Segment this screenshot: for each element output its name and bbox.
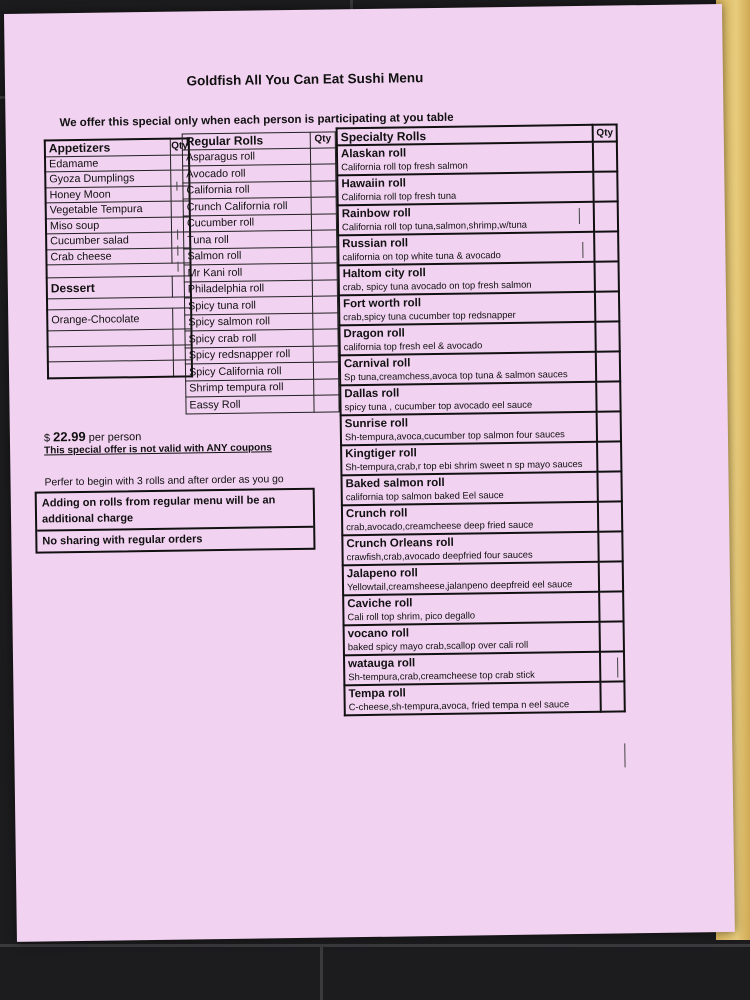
qty-cell[interactable] <box>595 291 619 321</box>
table-row <box>338 231 618 265</box>
qty-cell[interactable] <box>313 345 338 362</box>
specialty-roll-item <box>340 382 596 416</box>
specialty-roll-item <box>339 292 595 326</box>
qty-cell[interactable] <box>599 591 623 621</box>
specialty-roll-desc: Sh-tempura,crab,creamcheese top crab stick <box>348 668 535 683</box>
regular-roll-item: Eassy Roll <box>186 395 314 413</box>
qty-cell[interactable] <box>600 681 624 711</box>
table-row <box>47 276 191 299</box>
specialty-roll-desc: Sh-tempura,avoca,cucumber top salmon four sauces <box>344 428 565 443</box>
dessert-header: Dessert <box>47 276 173 299</box>
regular-roll-item: Spicy redsnapper roll <box>185 346 313 364</box>
table-row <box>339 261 619 295</box>
specialty-roll-name: Crunch Orleans roll <box>346 536 454 551</box>
appetizers-header: Appetizers <box>45 139 171 157</box>
specialty-roll-name: Russian roll <box>342 237 409 251</box>
regular-roll-item: Shrimp tempura roll <box>186 379 314 397</box>
specialty-roll-desc: california on top white tuna & avocado <box>342 249 501 263</box>
specialty-roll-item <box>340 352 596 386</box>
tile-grout <box>0 944 750 947</box>
qty-cell[interactable] <box>597 471 621 501</box>
appetizer-item: Cucumber salad <box>46 232 172 249</box>
specialty-roll-name: Tempa roll <box>348 687 406 701</box>
qty-cell[interactable] <box>597 441 621 471</box>
appetizers-table <box>44 137 193 379</box>
table-row <box>339 291 619 325</box>
dessert-item: Orange-Chocolate <box>47 308 173 331</box>
qty-cell[interactable] <box>598 531 622 561</box>
specialty-roll-desc: Sh-tempura,crab,r top ebi shrim sweet n sp mayo sauces <box>345 457 583 473</box>
specialty-roll-item <box>343 562 599 596</box>
qty-cell[interactable] <box>311 197 336 214</box>
specialty-roll-item <box>344 682 600 716</box>
specialty-roll-name: Alaskan roll <box>340 147 407 161</box>
regular-roll-item: Avocado roll <box>183 164 311 182</box>
qty-cell[interactable] <box>313 329 338 346</box>
qty-tick-mark <box>624 743 625 767</box>
specialty-roll-item <box>339 262 595 296</box>
regular-roll-item: Tuna roll <box>184 230 312 248</box>
qty-cell[interactable] <box>593 141 617 171</box>
specialty-roll-desc: C-cheese,sh-tempura,avoca, fried tempa n eel sauce <box>348 698 570 713</box>
specialty-roll-desc: Yellowtail,creamsheese,jalanpeno deepfreid eel sauce <box>346 578 573 593</box>
regular-roll-item: Salmon roll <box>184 247 312 265</box>
qty-cell[interactable] <box>599 561 623 591</box>
special-note: We offer this special only when each person is participating at you table <box>59 111 454 130</box>
qty-cell[interactable] <box>597 411 621 441</box>
regular-roll-item: Spicy salmon roll <box>185 313 313 331</box>
specialty-roll-name: Baked salmon roll <box>345 476 445 491</box>
table-row <box>342 501 622 535</box>
specialty-roll-name: Jalapeno roll <box>346 567 418 581</box>
table-row <box>341 471 621 505</box>
appetizer-item: Vegetable Tempura <box>46 201 172 218</box>
table-row <box>344 681 624 715</box>
table-row <box>341 441 621 475</box>
specialty-roll-name: Dallas roll <box>344 387 400 401</box>
specialty-roll-item <box>342 532 598 566</box>
specialty-roll-desc: crawfish,crab,avocado deepfried four sauces <box>346 548 533 563</box>
table-row <box>186 395 339 414</box>
qty-tick-mark <box>582 242 583 258</box>
qty-cell[interactable] <box>314 378 339 395</box>
table-row <box>343 561 623 595</box>
appetizer-item: Honey Moon <box>45 186 171 203</box>
menu-sheet <box>4 4 735 942</box>
specialty-roll-item <box>339 322 595 356</box>
qty-cell[interactable] <box>310 147 335 164</box>
qty-cell[interactable] <box>311 213 336 230</box>
specialty-roll-name: Carnival roll <box>343 357 411 371</box>
qty-tick-mark <box>177 246 178 256</box>
specialty-roll-name: Fort worth roll <box>343 297 422 311</box>
specialty-roll-name: Rainbow roll <box>341 207 411 221</box>
perfer-note: Perfer to begin with 3 rolls and after order as you go <box>44 474 284 489</box>
table-row <box>47 308 191 331</box>
specialty-roll-desc: spicy tuna , cucumber top avocado eel sauce <box>344 398 533 413</box>
specialty-roll-item <box>344 622 600 656</box>
regular-roll-item: Cucumber roll <box>183 214 311 232</box>
appetizer-item: Crab cheese <box>46 248 172 265</box>
qty-cell[interactable] <box>596 381 620 411</box>
specialty-roll-desc: crab, spicy tuna avocado on top fresh salmon <box>342 278 532 293</box>
qty-cell[interactable] <box>312 279 337 296</box>
qty-cell[interactable] <box>593 171 617 201</box>
regular-roll-item: Philadelphia roll <box>184 280 312 298</box>
specialty-roll-item <box>337 172 593 206</box>
table-row <box>337 141 617 175</box>
specialty-roll-name: Kingtiger roll <box>345 447 417 461</box>
qty-cell[interactable] <box>312 263 337 280</box>
blank-cell <box>48 345 174 362</box>
specialty-roll-name: Sunrise roll <box>344 417 409 431</box>
qty-cell[interactable] <box>313 312 338 329</box>
qty-cell[interactable] <box>600 621 624 651</box>
regular-roll-item: Mr Kani roll <box>184 263 312 281</box>
table-row <box>343 591 623 625</box>
specialty-roll-item <box>337 142 593 176</box>
table-row <box>344 651 624 685</box>
specialty-roll-name: vocano roll <box>347 627 410 641</box>
blank-cell <box>47 329 173 346</box>
table-row <box>338 201 618 235</box>
table-row <box>337 171 617 205</box>
notice-no-sharing: No sharing with regular orders <box>42 533 203 548</box>
specialty-roll-desc: California roll top fresh salmon <box>341 159 468 173</box>
tile-grout <box>320 944 323 1000</box>
regular-rolls-header: Regular Rolls <box>182 132 310 149</box>
qty-tick-mark <box>579 208 580 224</box>
regular-roll-item: California roll <box>183 181 311 199</box>
qty-cell[interactable] <box>600 651 624 681</box>
specialty-roll-desc: crab,avocado,creamcheese deep fried sauce <box>346 518 534 533</box>
appetizer-item: Miso soup <box>46 217 172 234</box>
qty-cell[interactable] <box>594 231 618 261</box>
notice-box <box>35 488 316 554</box>
specialty-roll-name: Dragon roll <box>343 327 405 341</box>
qty-header: Qty <box>171 138 189 154</box>
qty-cell[interactable] <box>595 321 619 351</box>
appetizer-item: Gyoza Dumplings <box>45 170 171 187</box>
price-currency: $ <box>43 432 51 445</box>
specialty-roll-desc: Sp tuna,creamchess,avoca top tuna & salmon sauces <box>344 368 568 383</box>
specialty-roll-name: watauga roll <box>348 657 416 671</box>
qty-cell[interactable] <box>312 246 337 263</box>
specialty-roll-item <box>338 232 594 266</box>
specialty-roll-desc: California roll top fresh tuna <box>341 189 457 203</box>
blank-cell <box>48 360 174 378</box>
regular-roll-item: Spicy California roll <box>185 362 313 380</box>
specialty-roll-name: Haltom city roll <box>342 267 426 281</box>
qty-header: Qty <box>310 132 335 148</box>
qty-header: Qty <box>593 124 617 141</box>
specialty-roll-item <box>341 412 597 446</box>
regular-roll-item: Spicy crab roll <box>185 329 313 347</box>
qty-tick-mark <box>176 182 177 191</box>
specialty-roll-item <box>344 652 600 686</box>
table-row <box>48 360 192 378</box>
table-row <box>340 381 620 415</box>
specialty-roll-name: Crunch roll <box>345 507 408 521</box>
specialty-roll-name: Caviche roll <box>347 597 413 611</box>
specialty-roll-desc: california top salmon baked Eel sauce <box>345 489 504 503</box>
qty-cell[interactable] <box>598 501 622 531</box>
table-row <box>340 351 620 385</box>
menu-title: Goldfish All You Can Eat Sushi Menu <box>186 70 424 89</box>
specialty-roll-desc: Cali roll top shrim, pico degallo <box>347 609 476 623</box>
table-row <box>342 531 622 565</box>
specialty-roll-desc: baked spicy mayo crab,scallop over cali roll <box>347 638 529 653</box>
price-unit: per person <box>88 431 142 444</box>
regular-roll-item: Spicy tuna roll <box>184 296 312 314</box>
specialty-roll-item <box>343 592 599 626</box>
qty-cell[interactable] <box>312 296 337 313</box>
table-row <box>344 621 624 655</box>
notice-additional-charge: Adding on rolls from regular menu will be an additional charge <box>37 490 314 532</box>
specialty-rolls-table <box>336 123 626 716</box>
regular-rolls-table <box>182 131 340 414</box>
qty-tick-mark <box>177 230 178 240</box>
regular-roll-item: Crunch California roll <box>183 197 311 215</box>
qty-cell[interactable] <box>596 351 620 381</box>
table-row <box>339 321 619 355</box>
specialty-rolls-header: Specialty Rolls <box>337 125 593 146</box>
coupon-note: This special offer is not valid with ANY coupons <box>44 442 272 457</box>
specialty-roll-desc: California roll top tuna,salmon,shrimp,w/tuna <box>341 218 528 233</box>
appetizer-item: Edamame <box>45 155 171 172</box>
specialty-roll-item <box>341 442 597 476</box>
price-amount: 22.99 <box>52 428 86 445</box>
qty-tick-mark <box>177 262 178 272</box>
qty-cell[interactable] <box>595 261 619 291</box>
specialty-roll-desc: california top fresh eel & avocado <box>343 339 483 353</box>
qty-cell[interactable] <box>313 362 338 379</box>
specialty-roll-name: Hawaiin roll <box>341 177 407 191</box>
table-row <box>341 411 621 445</box>
specialty-roll-item <box>338 202 594 236</box>
specialty-roll-desc: crab,spicy tuna cucumber top redsnapper <box>343 308 516 323</box>
specialty-roll-item <box>342 502 598 536</box>
qty-cell[interactable] <box>312 230 337 247</box>
regular-roll-item: Asparagus roll <box>182 148 310 166</box>
qty-cell[interactable] <box>594 201 618 231</box>
qty-cell[interactable] <box>311 180 336 197</box>
specialty-roll-item <box>341 472 597 506</box>
qty-cell[interactable] <box>314 395 339 412</box>
qty-cell[interactable] <box>311 164 336 181</box>
price-line <box>44 428 142 444</box>
